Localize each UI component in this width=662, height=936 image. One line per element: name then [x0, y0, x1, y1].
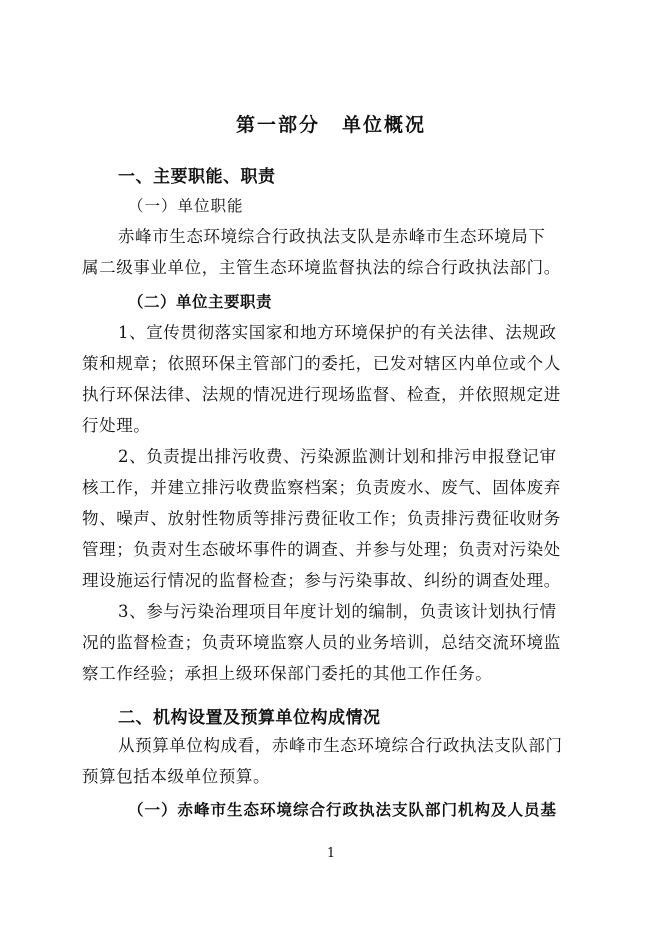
sub1-paragraph [82, 221, 582, 283]
paragraph-line: 核工作，并建立排污收费监察档案；负责废水、废气、固体废弃 [82, 478, 561, 497]
section1-heading: 一、主要职能、职责 [118, 167, 276, 187]
paragraph-line: 1、宣传贯彻落实国家和地方环境保护的有关法律、法规政 [118, 323, 557, 342]
paragraph-line: 赤峰市生态环境综合行政执法支队是赤峰市生态环境局下 [118, 227, 546, 246]
paragraph-line: 预算包括本级单位预算。 [82, 767, 271, 786]
paragraph-line: 2、负责提出排污收费、污染源监测计划和排污申报登记审 [118, 447, 557, 466]
title-name: 单位概况 [342, 114, 427, 136]
duty-item-2 [82, 441, 582, 596]
paragraph-line: 从预算单位构成看，赤峰市生态环境综合行政执法支队部门 [118, 736, 563, 755]
paragraph-line: 3、参与污染治理项目年度计划的编制，负责该计划执行情 [118, 602, 557, 621]
duty-item-1 [82, 317, 582, 441]
sub2-heading: （二）单位主要职责 [128, 292, 273, 311]
paragraph-line: 策和规章；依照环保主管部门的委托，已发对辖区内单位或个人 [82, 354, 561, 373]
paragraph-line: 察工作经验；承担上级环保部门委托的其他工作任务。 [82, 664, 493, 683]
section2-sub1-heading: （一）赤峰市生态环境综合行政执法支队部门机构及人员基 [128, 800, 558, 819]
page-title [0, 110, 662, 137]
paragraph-line: 物、噪声、放射性物质等排污费征收工作；负责排污费征收财务 [82, 509, 561, 528]
title-part: 第一部分 [235, 114, 320, 136]
paragraph-line: 况的监督检查；负责环境监察人员的业务培训，总结交流环境监 [82, 633, 561, 652]
page-number: 1 [326, 846, 336, 861]
paragraph-line: 执行环保法律、法规的情况进行现场监督、检查，并依照规定进 [82, 385, 561, 404]
paragraph-line: 行处理。 [82, 416, 151, 435]
paragraph-line: 管理；负责对生态破坏事件的调查、并参与处理；负责对污染处 [82, 540, 561, 559]
paragraph-line: 理设施运行情况的监督检查；参与污染事故、纠纷的调查处理。 [82, 571, 561, 590]
section2-paragraph [82, 730, 582, 792]
section2-heading: 二、机构设置及预算单位构成情况 [118, 708, 381, 728]
sub1-heading: （一）单位职能 [128, 197, 244, 215]
duty-item-3 [82, 596, 582, 689]
paragraph-line: 属二级事业单位，主管生态环境监督执法的综合行政执法部门。 [82, 258, 561, 277]
